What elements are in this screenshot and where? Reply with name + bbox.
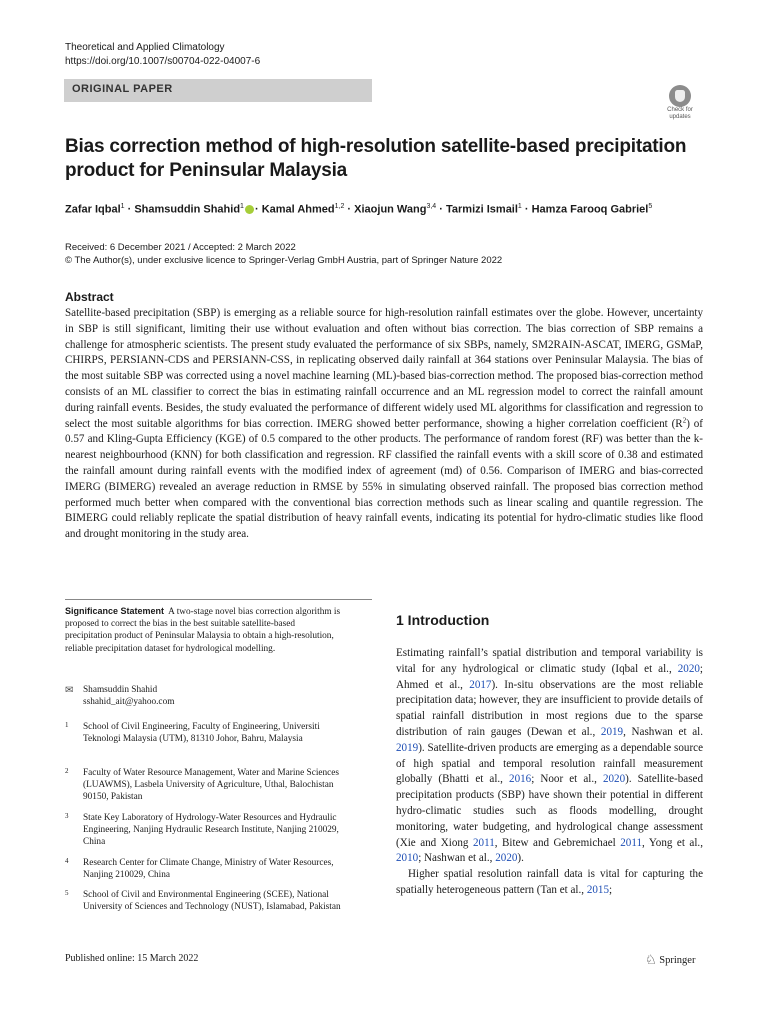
text-run: Estimating rainfall’s spatial distribution and temporal variability is vital for any hydrological or climatic study (Iqbal et al., [396, 647, 703, 675]
citation-link[interactable]: 2011 [472, 836, 495, 849]
text-run: , Bitew and Gebremichael [494, 836, 621, 849]
author-list: Zafar Iqbal$^1$ · Shamsuddin Shahid$^1$ · Kamal Ahmed$^{1,2}$ · Xiaojun Wang$^{3,4}$ · Tarmizi Ismail$^1$ · Hamza Farooq Gabriel$^5$ [65, 203, 653, 216]
abstract-body: Satellite-based precipitation (SBP) is emerging as a reliable source for high-resolution rainfall estimates over the globe. However, uncertainty in SBP is still significant, limiting their use without evaluation and often without bias correction. The bias correction of SBP remains a challenge for atmospheric scientists. The present study evaluated the performance of six SBPs, namely, SM2RAIN-ASCAT, IMERG, GSMaP, CHIRPS, PERSIANN-CDS and PERSIANN-CSS, in replicating observed daily rainfall at 364 stations over Peninsular Malaysia. The bias of the most suitable SBP was corrected using a novel machine learning (ML)-based bias-correction method. The proposed bias-correction method consists of an ML classifier to correct the bias in estimating rainfall occurrence and an ML regression model to correct the rainfall amount during rainfall events. Besides, the study evaluated the performance of different widely used ML algorithms for classification and regression to select the most suitable algorithms for bias correction. IMERG showed better performance, showing a higher correlation coefficient $(R^2)$ of 0.57 and Kling-Gupta Efficiency (KGE) of 0.5 compared to the other products. The performance of random forest (RF) was better than the k-nearest neighbourhood (KNN) for both classification and regression. RF classified the rainfall events with a skill score of 0.38 and estimated the rainfall amount during rainfall events with the modified index of agreement (md) of 0.56. Comparison of IMERG and bias-corrected IMERG (BIMERG) revealed an average reduction in RMSE by 55% in simulating observed rainfall. The proposed bias correction method performed much better when compared with the conventional bias correction methods such as linear scaling and quantile regression. The BIMERG could reliably replicate the spatial distribution of heavy rainfall events, indicating its potential for hydro-climatic studies like flood and drought monitoring in the study area. [65, 307, 703, 541]
text-run: , Yong et al., [642, 836, 703, 849]
publisher-name: Springer [659, 955, 696, 966]
text-run: ; Nashwan et al., [418, 852, 496, 865]
author-name: Kamal Ahmed [261, 203, 335, 216]
check-for-updates-badge[interactable] [660, 83, 704, 127]
springer-logo [645, 952, 695, 968]
citation-link[interactable]: 2016 [509, 773, 532, 786]
text-run: ; [609, 883, 613, 896]
affiliation: 4 Research Center for Climate Change, Ministry of Water Resources, Nanjing 210029, China [65, 857, 334, 881]
citation-link[interactable]: 2020 [602, 773, 626, 786]
affiliation: 5 School of Civil and Environmental Engineering (SCEE), National University of Sciences and Technology (NUST), Islamabad, Pakistan [65, 889, 341, 913]
crossmark-icon [669, 85, 691, 107]
journal-name: Theoretical and Applied Climatology [65, 42, 225, 53]
text-run: , Nashwan et al. [623, 725, 703, 738]
article-type-label: ORIGINAL PAPER [72, 83, 173, 95]
citation-link[interactable]: 2010 [396, 852, 419, 865]
author-name: Hamza Farooq Gabriel [531, 203, 649, 216]
text-run: ; Noor et al., [531, 773, 603, 786]
text-run: ; Ahmed et al., [396, 662, 703, 691]
author-name: Tarmizi Ismail [445, 203, 518, 216]
corresponding-author [65, 684, 174, 708]
citation-link[interactable]: 2011 [620, 836, 643, 849]
text-run: ). [517, 852, 524, 865]
corr-name: Shamsuddin Shahid [83, 685, 158, 695]
citation-link[interactable]: 2017 [469, 678, 492, 691]
text-run: ). In-situ observations are the most reliable precipitation data; however, they are insufficient to provide details of spatial rainfall distribution in most regions due to the sparse distribution of rain gauges (Dewan et al., [396, 678, 704, 738]
published-online: Published online: 15 March 2022 [65, 953, 199, 964]
affiliation: 3 State Key Laboratory of Hydrology-Water Resources and Hydraulic Engineering, Nanjing Hydraulic Research Institute, Nanjing 210029, China [65, 812, 339, 848]
section-heading: 1 Introduction [396, 612, 490, 628]
article-dates [65, 241, 502, 267]
abstract-heading: Abstract [65, 290, 114, 304]
check-for-updates-label: Check for updates [667, 107, 693, 120]
affiliation: 2 Faculty of Water Resource Management, Water and Marine Sciences (LUAWMS), Lasbela University of Agriculture, Uthal, Balochistan 90150, Pakistan [65, 767, 340, 803]
author-name: Shamsuddin Shahid [134, 203, 241, 216]
text-run: ). Satellite-driven products are emerging as a dependable source of high spatial and temporal resolution rainfall measurement globally (Bhatti et al., [396, 741, 703, 786]
affiliation: 1 School of Civil Engineering, Faculty of Engineering, Universiti Teknologi Malaysia (UTM), 81310 Johor, Bahru, Malaysia [65, 721, 320, 745]
received-accepted: Received: 6 December 2021 / Accepted: 2 March 2022 [65, 242, 296, 253]
copyright-line: © The Author(s), under exclusive licence to Springer-Verlag GmbH Austria, part of Springer Nature 2022 [65, 255, 503, 266]
text-run: ). Satellite-based precipitation products (SBP) have shown their potential in different hydro-climatic studies such as floods modelling, drought monitoring, water budgeting, and hydrological change assessment (Xie and Xiong [396, 773, 703, 849]
significance-label: Significance Statement [65, 606, 165, 616]
paragraph [396, 867, 703, 899]
journal-info [65, 41, 260, 69]
springer-horse-icon: ♘ [645, 952, 657, 967]
significance-text: A two-stage novel bias correction algorithm is proposed to correct the bias in the best suitable satellite-based precipitation product of Peninsular Malaysia to obtain a high-resolution, reliable precipitation dataset for hydrological modelling. [65, 607, 341, 654]
introduction-body [396, 646, 703, 899]
corr-email[interactable]: sshahid_ait@yahoo.com [83, 697, 175, 707]
citation-link[interactable]: 2020 [677, 662, 700, 675]
author-name: Zafar Iqbal [65, 203, 121, 216]
significance-statement [65, 605, 341, 655]
paragraph [396, 646, 703, 867]
paper-title: Bias correction method of high-resolution satellite-based precipitation product for Peninsular Malaysia [65, 136, 687, 181]
envelope-icon: ✉ [65, 685, 74, 696]
citation-link[interactable]: 2019 [600, 725, 624, 738]
text-run: Higher spatial resolution rainfall data is vital for capturing the spatially heterogeneous pattern (Tan et al., [396, 868, 703, 896]
citation-link[interactable]: 2015 [586, 883, 610, 896]
orcid-icon[interactable] [245, 205, 254, 214]
author-name: Xiaojun Wang [354, 203, 427, 216]
doi-link[interactable]: https://doi.org/10.1007/s00704-022-04007-6 [65, 56, 261, 67]
divider [65, 599, 372, 600]
article-type-band [64, 79, 372, 102]
citation-link[interactable]: 2020 [495, 852, 518, 865]
citation-link[interactable]: 2019 [396, 741, 419, 754]
